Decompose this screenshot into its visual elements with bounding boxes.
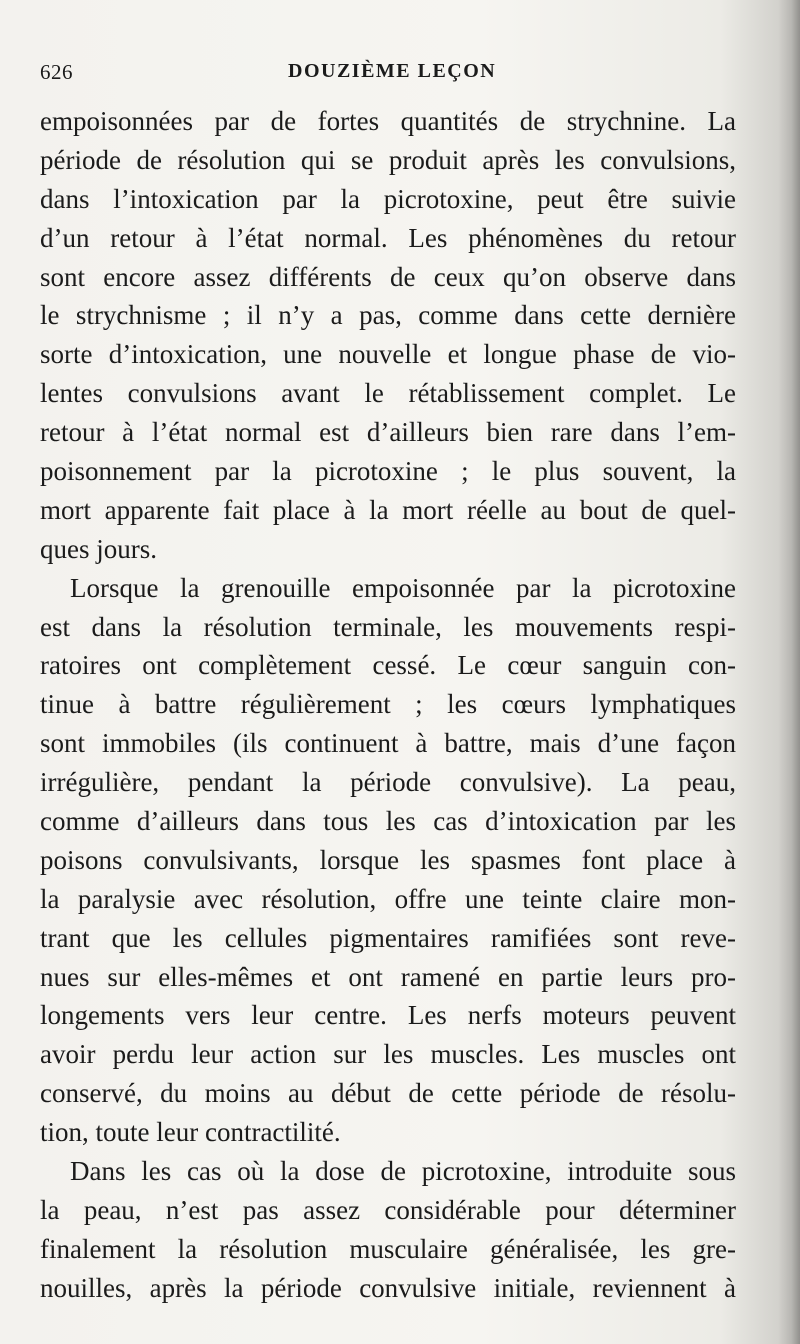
paragraph-start-line: Dans les cas où la dose de picrotoxine, introduite sous (70, 1156, 736, 1187)
text-line: retour à l’état normal est d’ailleurs bien rare dans l’em- (40, 417, 736, 448)
text-line: la peau, n’est pas assez considérable pour déterminer (40, 1194, 736, 1225)
text-line: nouilles, après la période convulsive initiale, reviennent à (40, 1272, 736, 1303)
paragraph-end-line: ques jours. (40, 533, 157, 564)
text-line: dans l’intoxication par la picrotoxine, peut être suivie (40, 183, 736, 214)
text-line: ratoires ont complètement cessé. Le cœur sanguin con- (40, 650, 736, 681)
text-line: est dans la résolution terminale, les mouvements respi- (40, 611, 736, 642)
page-number: 626 (40, 60, 73, 84)
text-line: mort apparente fait place à la mort réelle au bout de quel- (40, 494, 736, 525)
paragraph-end-line: tion, toute leur contractilité. (40, 1117, 341, 1148)
text-line: tinue à battre régulièrement ; les cœurs lymphatiques (40, 689, 736, 720)
text-line: irrégulière, pendant la période convulsive). La peau, (40, 767, 736, 798)
text-line: lentes convulsions avant le rétablissement complet. Le (40, 378, 736, 409)
text-line: longements vers leur centre. Les nerfs moteurs peuvent (40, 1000, 736, 1031)
text-line: la paralysie avec résolution, offre une teinte claire mon- (40, 883, 736, 914)
text-line: comme d’ailleurs dans tous les cas d’intoxication par les (40, 806, 736, 837)
running-head: DOUZIÈME LEÇON (288, 60, 497, 82)
text-line: poisons convulsivants, lorsque les spasmes font place à (40, 844, 736, 875)
page-header (40, 60, 740, 90)
text-line: trant que les cellules pigmentaires ramifiées sont reve- (40, 922, 736, 953)
text-line: période de résolution qui se produit après les convulsions, (40, 144, 736, 175)
text-line: poisonnement par la picrotoxine ; le plus souvent, la (40, 456, 736, 487)
text-line: sont immobiles (ils continuent à battre, mais d’une façon (40, 728, 736, 759)
body-text (40, 102, 736, 1308)
text-line: sont encore assez différents de ceux qu’on observe dans (40, 261, 736, 292)
text-line: d’un retour à l’état normal. Les phénomènes du retour (40, 222, 736, 253)
text-line: nues sur elles-mêmes et ont ramené en partie leurs pro- (40, 961, 736, 992)
text-line: empoisonnées par de fortes quantités de strychnine. La (40, 106, 736, 136)
paragraph-start-line: Lorsque la grenouille empoisonnée par la picrotoxine (70, 572, 736, 603)
text-line: finalement la résolution musculaire généralisée, les gre- (40, 1233, 736, 1264)
text-line: avoir perdu leur action sur les muscles. Les muscles ont (40, 1039, 736, 1070)
text-line: sorte d’intoxication, une nouvelle et longue phase de vio- (40, 339, 736, 370)
text-line: conservé, du moins au début de cette période de résolu- (40, 1078, 736, 1109)
page-edge-shadow (778, 0, 800, 1344)
text-line: le strychnisme ; il n’y a pas, comme dans cette dernière (40, 300, 736, 331)
